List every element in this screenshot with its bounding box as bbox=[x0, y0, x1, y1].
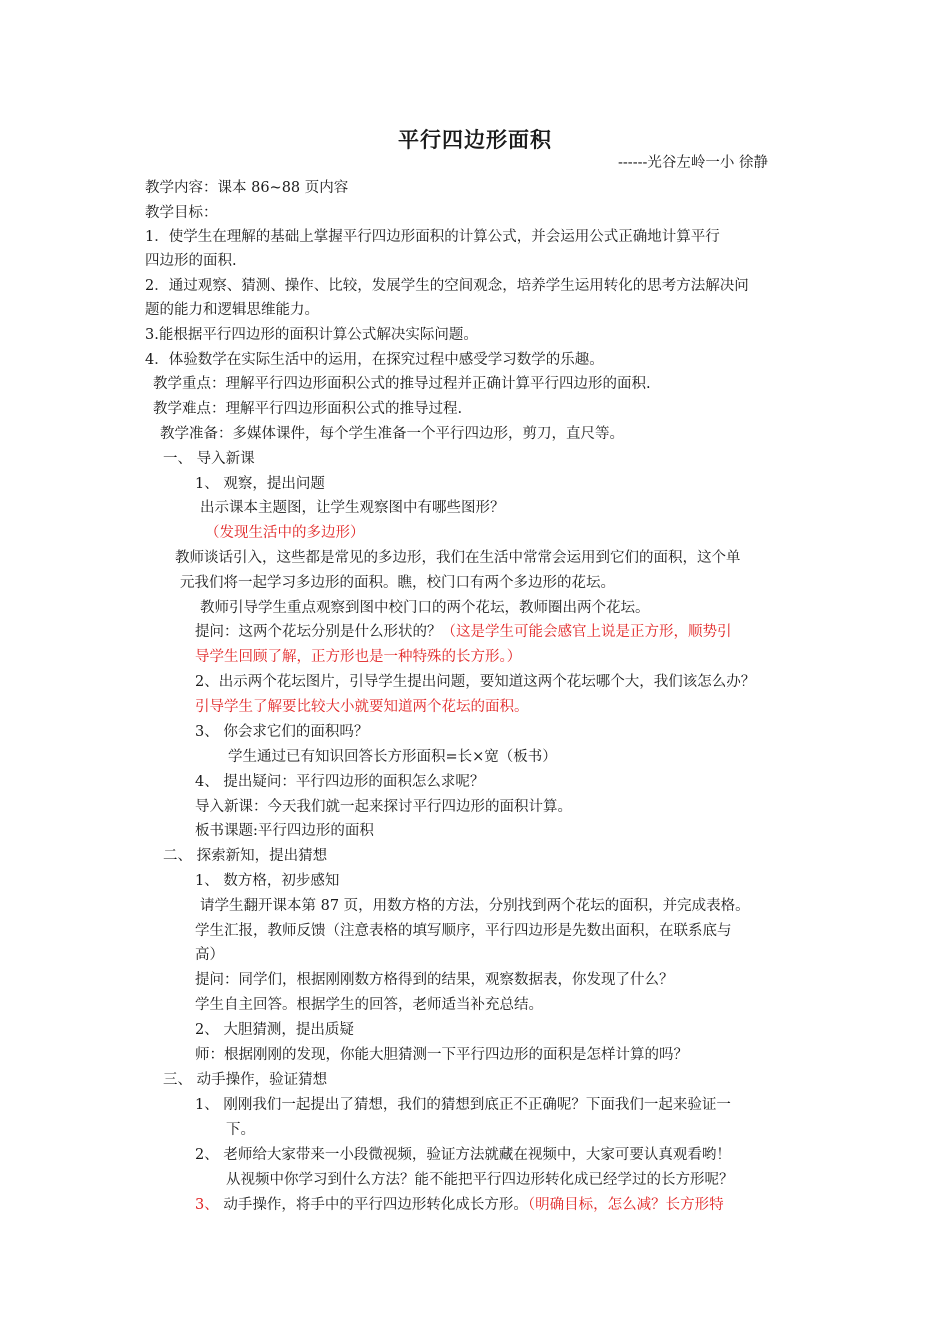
step-1-3-text: 学生通过已有知识回答长方形面积=长×宽（板书） bbox=[228, 749, 557, 765]
student-report-cont: 高） bbox=[195, 947, 224, 963]
step-1-2: 2、出示两个花坛图片，引导学生提出问题，要知道这两个花坛哪个大，我们该怎么办？ bbox=[195, 674, 756, 690]
goal-1-cont: 四边形的面积. bbox=[145, 253, 237, 269]
step-1-4: 4、 提出疑问：平行四边形的面积怎么求呢？ bbox=[195, 774, 485, 790]
teaching-focus: 教学重点：理解平行四边形面积公式的推导过程并正确计算平行四边形的面积. bbox=[153, 376, 651, 392]
teaching-goals-heading: 教学目标： bbox=[145, 205, 218, 221]
intro-paragraph: 教师谈话引入，这些都是常见的多边形，我们在生活中常常会运用到它们的面积，这个单 bbox=[175, 550, 741, 566]
step-2-1: 1、 数方格，初步感知 bbox=[195, 873, 340, 889]
guide-observe: 教师引导学生重点观察到图中校门口的两个花坛，教师圈出两个花坛。 bbox=[200, 600, 650, 616]
question-shape-text: 提问：这两个花坛分别是什么形状的？ bbox=[195, 624, 442, 640]
author-line: ------光谷左岭一小 徐静 bbox=[618, 155, 769, 171]
question-shape-note: （这是学生可能会感官上说是正方形，顺势引 bbox=[441, 624, 732, 640]
student-report: 学生汇报，教师反馈（注意表格的填写顺序，平行四边形是先数出面积，在联系底与 bbox=[195, 923, 732, 939]
step-3-3-note: （明确目标，怎么减？长方形特 bbox=[527, 1197, 724, 1213]
goal-1: 1．使学生在理解的基础上掌握平行四边形面积的计算公式，并会运用公式正确地计算平行 bbox=[145, 229, 720, 245]
step-3-3-number: 3、 bbox=[195, 1197, 219, 1213]
teaching-difficulty: 教学难点：理解平行四边形面积公式的推导过程. bbox=[153, 401, 463, 417]
question-shape bbox=[195, 623, 732, 641]
board-title: 板书课题:平行四边形的面积 bbox=[195, 823, 374, 839]
question-shape-note-cont: 导学生回顾了解，正方形也是一种特殊的长方形。） bbox=[195, 649, 522, 665]
step-1-1: 1、 观察，提出问题 bbox=[195, 476, 325, 492]
teaching-preparation: 教学准备：多媒体课件，每个学生准备一个平行四边形，剪刀，直尺等。 bbox=[160, 426, 624, 442]
goal-2-cont: 题的能力和逻辑思维能力。 bbox=[145, 302, 319, 318]
teaching-content: 教学内容：课本 86~88 页内容 bbox=[145, 180, 349, 196]
teacher-question: 师：根据刚刚的发现，你能大胆猜测一下平行四边形的面积是怎样计算的吗？ bbox=[195, 1047, 688, 1063]
section-3-heading: 三、 动手操作，验证猜想 bbox=[163, 1072, 328, 1088]
step-2-2: 2、 大胆猜测，提出质疑 bbox=[195, 1022, 354, 1038]
step-2-1-text: 请学生翻开课本第 87 页，用数方格的方法，分别找到两个花坛的面积，并完成表格。 bbox=[200, 898, 750, 914]
step-1-1-note: （发现生活中的多边形） bbox=[205, 525, 365, 541]
step-1-1-text: 出示课本主题图，让学生观察图中有哪些图形？ bbox=[200, 500, 505, 516]
section-1-heading: 一、 导入新课 bbox=[163, 451, 255, 467]
document-title: 平行四边形面积 bbox=[398, 127, 552, 152]
intro-paragraph-cont: 元我们将一起学习多边形的面积。瞧，校门口有两个多边形的花坛。 bbox=[180, 575, 615, 591]
step-3-2: 2、 老师给大家带来一小段微视频，验证方法就藏在视频中，大家可要认真观看哟！ bbox=[195, 1147, 731, 1163]
step-3-1: 1、 刚刚我们一起提出了猜想，我们的猜想到底正不正确呢？下面我们一起来验证一 bbox=[195, 1097, 731, 1113]
step-1-3: 3、 你会求它们的面积吗？ bbox=[195, 724, 369, 740]
step-1-2-note: 引导学生了解要比较大小就要知道两个花坛的面积。 bbox=[195, 699, 529, 715]
goal-2: 2．通过观察、猜测、操作、比较，发展学生的空间观念，培养学生运用转化的思考方法解决问 bbox=[145, 278, 749, 294]
step-3-2-cont: 从视频中你学习到什么方法？能不能把平行四边形转化成已经学过的长方形呢？ bbox=[226, 1172, 734, 1188]
question-discover: 提问：同学们，根据刚刚数方格得到的结果，观察数据表，你发现了什么？ bbox=[195, 972, 674, 988]
step-3-3 bbox=[195, 1196, 724, 1214]
goal-3: 3.能根据平行四边形的面积计算公式解决实际问题。 bbox=[145, 327, 478, 343]
section-2-heading: 二、 探索新知，提出猜想 bbox=[163, 848, 328, 864]
student-answer: 学生自主回答。根据学生的回答，老师适当补充总结。 bbox=[195, 997, 543, 1013]
step-3-1-cont: 下。 bbox=[226, 1122, 255, 1138]
step-3-3-text: 动手操作，将手中的平行四边形转化成长方形。 bbox=[218, 1197, 528, 1213]
goal-4: 4．体验数学在实际生活中的运用，在探究过程中感受学习数学的乐趣。 bbox=[145, 352, 604, 368]
new-lesson-intro: 导入新课：今天我们就一起来探讨平行四边形的面积计算。 bbox=[195, 799, 572, 815]
